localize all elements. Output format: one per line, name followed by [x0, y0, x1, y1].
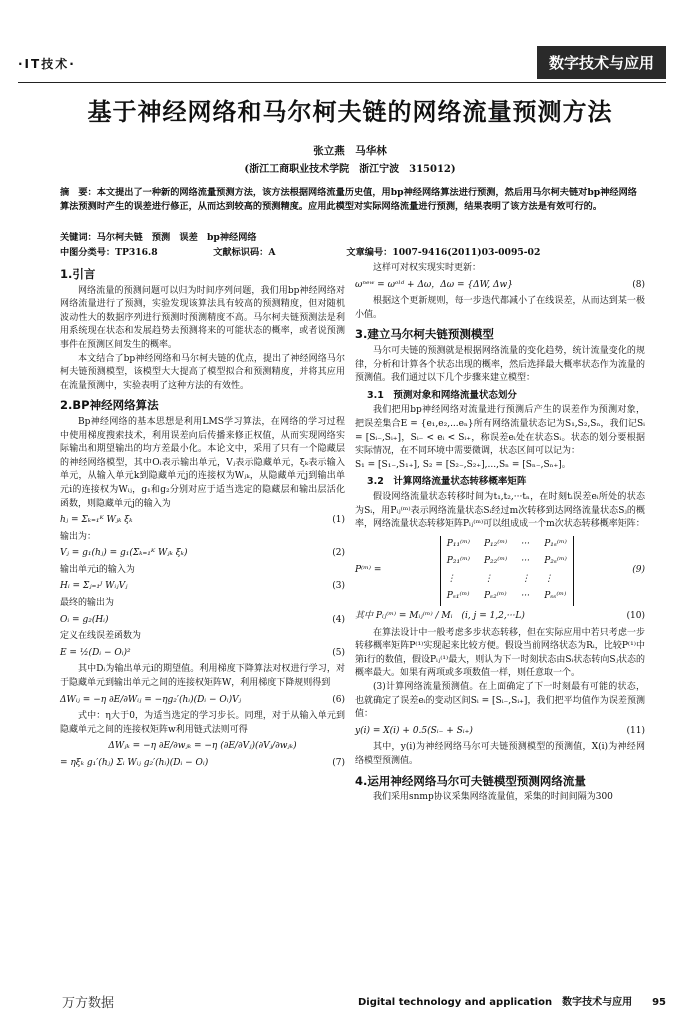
matrix-grid	[440, 536, 574, 606]
section-heading: 3.建立马尔柯夫链预测模型	[355, 327, 494, 342]
keywords: 关键词：马尔柯夫链 预测 误差 bp神经网络	[60, 232, 257, 243]
transition-matrix: P⁽ᵐ⁾ = P₁₁⁽ᵐ⁾ P₁₂⁽ᵐ⁾ ··· P₁ₛ⁽ᵐ⁾ P₂₁⁽ᵐ⁾ P₂₂⁽ᵐ⁾ ··· P₂ₛ⁽ᵐ⁾ ⋮ ⋮ ⋮ ⋮ Pₛ₁⁽ᵐ⁾ Pₛ₂⁽ᵐ⁾ ··· Pₛₛ⁽ᵐ⁾ (9)	[355, 536, 645, 606]
paragraph: 这样可对权实现实时更新：	[373, 263, 482, 273]
matrix-cell: P₁₂⁽ᵐ⁾	[484, 538, 508, 549]
equation: ωⁿᵉʷ = ωᵒˡᵈ + Δω，Δω = {ΔW, Δw} (8)	[355, 279, 645, 290]
equation: Hᵢ = Σⱼ₌₁ᴶ WᵢⱼVⱼ (3)	[60, 581, 345, 592]
matrix-cell: Pₛ₂⁽ᵐ⁾	[484, 591, 507, 602]
matrix-cell: ⋮	[544, 573, 554, 584]
equation: = ηξₖ g₁′(hⱼ) Σᵢ Wᵢⱼ g₂′(hᵢ)(Dᵢ − Oᵢ) (7)	[60, 758, 345, 768]
clc-number: 中图分类号：TP316.8	[60, 247, 158, 258]
paragraph: 定义在线误差函数为	[60, 631, 142, 642]
matrix-cell: P₁ₛ⁽ᵐ⁾	[544, 538, 567, 549]
article-number: 文章编号：1007-9416(2011)03-0095-02	[346, 247, 541, 258]
matrix-cell: ⋮	[446, 573, 456, 584]
section-heading: 2.BP神经网络算法	[60, 398, 159, 413]
paragraph: 马尔可夫链的预测就是根据网络流量的变化趋势，统计流量变化的规律，分析和计算各个状态出现的概率，然后选择最大概率状态作为流量的预测值。我们通过以下几个步骤来建立模型：	[355, 345, 645, 384]
journal-name-badge: 数字技术与应用	[537, 46, 666, 79]
paragraph: 本文结合了bp神经网络和马尔柯夫链的优点，提出了神经网络马尔柯夫链预测模型，该模型大大提高了模型拟合和预测精度，并将其应用在流量预测中，实验表明了这种方法的有效性。	[60, 353, 345, 391]
section-heading: 1.引言	[60, 267, 96, 281]
doc-code: 文献标识码：A	[213, 247, 276, 258]
equation: S₁ = [S₁₋,S₁₊], S₂ = [S₂₋,S₂₊],...,Sₙ = [Sₙ₋,Sₙ₊]。	[355, 459, 571, 470]
paragraph: 网络流量的预测问题可以归为时间序列问题，我们用bp神经网络对网络流量进行了预测，实验发现该算法具有较高的预测精度，但对随机波动性大的数据序列进行预测时预测精度不高。马尔柯夫链预测法是利用系统现在状态和发展趋势去预测将来的可能状态的概率，或者说预测事件在预测区间发生的概率。	[60, 285, 345, 350]
paragraph: 最终的输出为	[60, 598, 115, 609]
matrix-cell: P₂₂⁽ᵐ⁾	[484, 556, 508, 567]
paragraph: 输出为：	[60, 531, 97, 542]
equation: 其中 Pᵢⱼ⁽ᵐ⁾ = Mᵢⱼ⁽ᵐ⁾ / Mᵢ (i, j = 1,2,···L) (10)	[355, 611, 645, 622]
paragraph: (3)计算网络流量预测值。在上面确定了下一时刻最有可能的状态，也就确定了误差eᵢ的变动区间Sᵢ = [Sᵢ₋,Sᵢ₊]，我们把平均值作为误差预测值：	[355, 682, 645, 720]
paragraph: 其中Dᵢ为输出单元i的期望值。利用梯度下降算法对权进行学习，对于隐藏单元到输出单元之间的连接权矩阵W，利用梯度下降规则得到	[60, 664, 345, 689]
authors: 张立燕 马华林	[313, 145, 387, 157]
paragraph: 式中：η大于0，为适当选定的学习步长。同理，对于从输入单元到隐藏单元之间的连接权矩阵w利用链式法则可得	[60, 711, 345, 735]
paragraph: 假设网络流量状态转移时间为t₁,t₂,···tₙ，在时刻tᵢ误差eᵢ所处的状态为Sᵢ，用Pᵢⱼ⁽ᵐ⁾表示网络流量状态Sᵢ经过m次转移到达网络流量状态Sⱼ的概率，网络流量状态转移矩阵Pᵢⱼ⁽ᵐ⁾可以组成成一个m次状态转移概率矩阵：	[355, 491, 645, 530]
paragraph: 根据这个更新规则，每一步迭代都减小了在线误差，从而达到某一极小值。	[355, 296, 645, 320]
matrix-cell: ···	[521, 538, 530, 549]
affiliation: (浙江工商职业技术学院 浙江宁波 315012)	[244, 164, 456, 175]
matrix-cell: P₁₁⁽ᵐ⁾	[446, 538, 470, 549]
matrix-cell: ⋮	[521, 573, 531, 584]
matrix-cell: ···	[521, 591, 530, 602]
right-column	[355, 262, 645, 805]
paragraph: 输出单元i的输入为	[60, 564, 135, 575]
paragraph: 我们采用snmp协议采集网络流量值，采集的时间间隔为300	[373, 792, 613, 803]
matrix-cell: P₂ₛ⁽ᵐ⁾	[544, 556, 567, 567]
equation: y(i) = X(i) + 0.5(Sᵢ₋ + Sᵢ₊) (11)	[355, 725, 645, 736]
matrix-cell: P₂₁⁽ᵐ⁾	[446, 556, 470, 567]
equation: Oᵢ = g₂(Hᵢ) (4)	[60, 614, 345, 625]
equation: ΔWᵢⱼ = −η ∂E/∂Wᵢⱼ = −ηg₂′(hᵢ)(Dᵢ − Oᵢ)Vⱼ (6)	[60, 694, 345, 705]
left-column	[60, 262, 345, 774]
subsection-heading: 3.1 预测对象和网络流量状态划分	[367, 389, 517, 401]
paragraph: Bp神经网络的基本思想是利用LMS学习算法，在网络的学习过程中使用梯度搜索技术，利用误差向后传播来修正权值，从而实现网络实际输出和期望输出的均方差最小化。本论文中，采用了只有一个隐藏层的神经网络模型，其中Oᵢ表示输出单元，Vⱼ表示隐藏单元，ξₖ表示输入单元，从输入单元k到隐藏单元j的连接权为Wⱼₖ，从隐藏单元j到输出单元i的连接权为Wᵢⱼ，g₁和g₂分别对应于适当选定的隐藏层和输出层活化函数，则隐藏单元j的输入为	[60, 416, 345, 509]
header-divider	[18, 82, 666, 83]
subsection-heading: 3.2 计算网络流量状态转移概率矩阵	[367, 476, 527, 488]
classification-line	[60, 244, 620, 258]
paper-title: 基于神经网络和马尔柯夫链的网络流量预测方法	[87, 97, 613, 126]
matrix-cell: ···	[521, 556, 530, 567]
matrix-cell: Pₛ₁⁽ᵐ⁾	[446, 591, 470, 602]
source-watermark: 万方数据	[62, 996, 115, 1011]
paragraph: 在算法设计中一般考虑多步状态转移，但在实际应用中若只考虑一步转移概率矩阵P⁽¹⁾实现起来比较方便。假设当前网络状态为Rᵢ，比较P⁽¹⁾中第i行的数值，假设Pᵢⱼ⁽¹⁾最大，则认为下一时刻状态由Sᵢ状态转向Sⱼ状态的概率最大。如果有两项或多项数值一样，则任意取一个。	[355, 627, 645, 679]
equation: hⱼ = Σₖ₌₁ᴷ Wⱼₖ ξₖ (1)	[60, 515, 345, 526]
matrix-cell: ⋮	[484, 573, 493, 584]
page-footer: Digital technology and application 数字技术与应用 95	[357, 997, 666, 1008]
paragraph: 我们把用bp神经网络对流量进行预测后产生的误差作为预测对象，把误差集合E = {e₁,e₂,...eₙ}所有网络流量状态记为S₁,S₂,Sₙ，我们记Sᵢ = [Sᵢ₋,Sᵢ₊]，Sᵢ₋ < eᵢ < Sᵢ₊，称误差eᵢ处在状态Sᵢ。状态的划分要根据实际情况，在不同环境中需要微调，状态区间可以记为：	[355, 405, 645, 457]
equation: E = ½(Dᵢ − Oᵢ)² (5)	[60, 647, 345, 658]
abstract: 摘 要：本文提出了一种新的网络流量预测方法，该方法根据网络流量历史值，用bp神经网络算法进行预测，然后用马尔柯夫链对bp神经网络算法预测时产生的误差进行修正，从而达到较高的预测精度。应用此模型对实际网络流量进行预测，结果表明了该方法是有效可行的。	[60, 187, 637, 212]
paragraph: 其中，y(i)为神经网络马尔可夫链预测模型的预测值，X(i)为神经网络模型预测值。	[355, 742, 645, 766]
equation: ΔWⱼₖ = −η ∂E/∂wⱼₖ = −η (∂E/∂Vⱼ)(∂Vⱼ/∂wⱼₖ)	[108, 741, 297, 752]
section-heading: 4.运用神经网络马尔可夫链模型预测网络流量	[355, 773, 586, 788]
matrix-cell: Pₛₛ⁽ᵐ⁾	[544, 591, 567, 602]
journal-section-label: ·IT技术·	[18, 57, 76, 71]
equation: Vⱼ = g₁(hⱼ) = g₁(Σₖ₌₁ᴷ Wⱼₖ ξₖ) (2)	[60, 548, 345, 559]
